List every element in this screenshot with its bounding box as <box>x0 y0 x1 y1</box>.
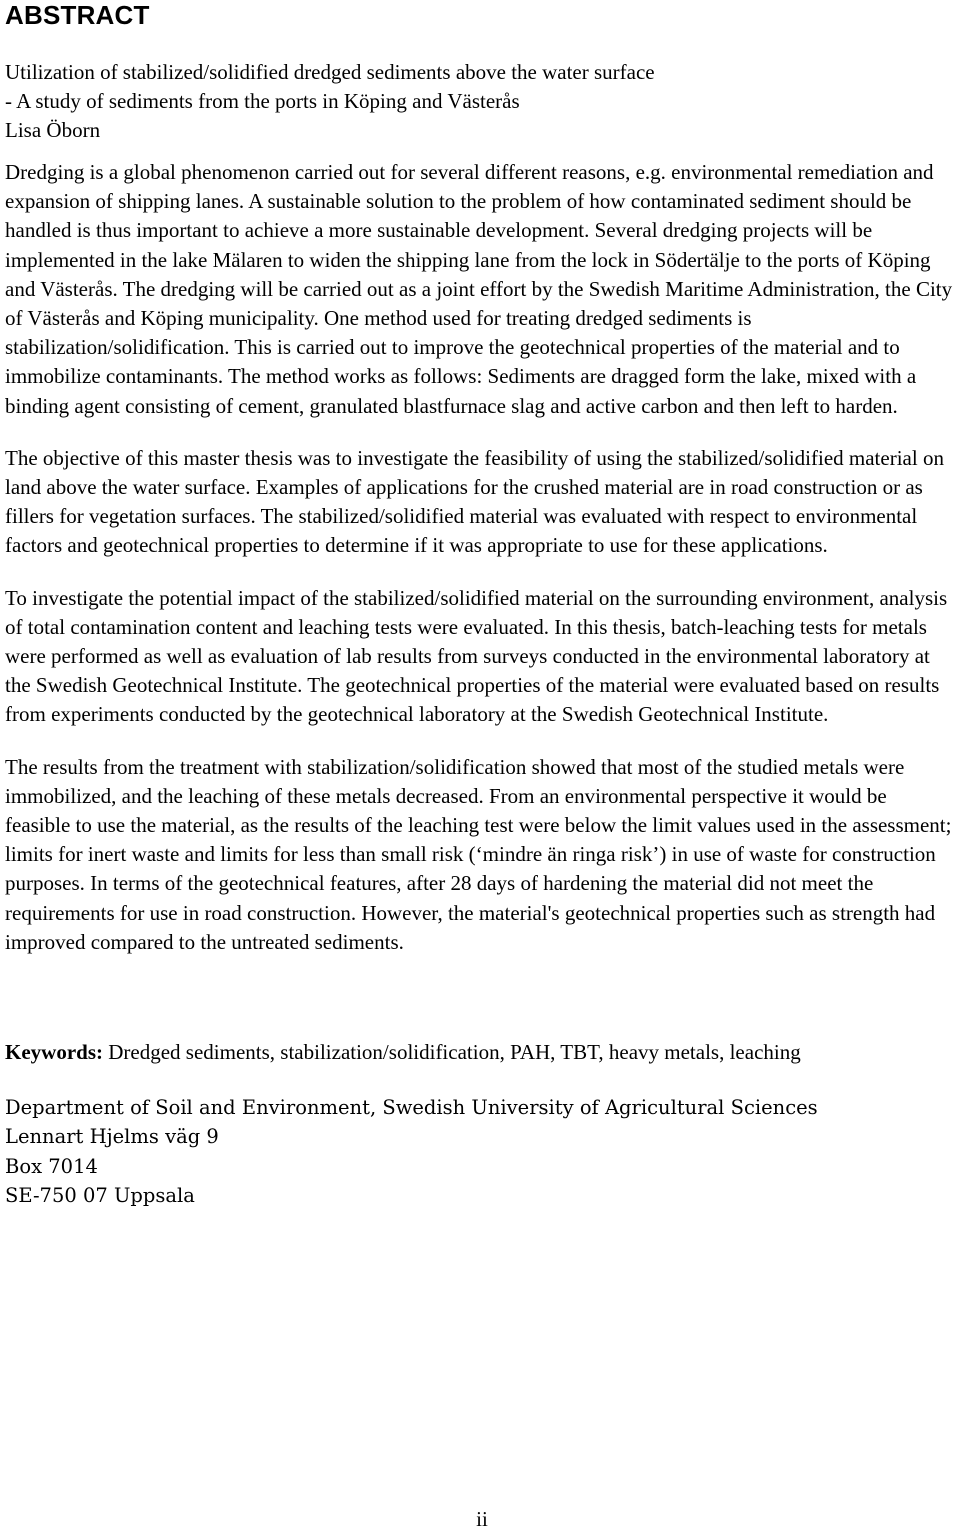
keywords-label: Keywords: <box>5 1040 103 1065</box>
abstract-paragraph-3: To investigate the potential impact of the stabilized/solidified material on the surrounding environment, analysis of total contamination content and leaching tests were evaluated. In this thesis, batch-leaching tests for metals were performed as well as evaluation of lab results from surveys conducted in the environmental laboratory at the Swedish Geotechnical Institute. The geotechnical properties of the material were evaluated based on results from experiments conducted by the geotechnical laboratory at the Swedish Geotechnical Institute. <box>5 585 948 727</box>
thesis-author: Lisa Öborn <box>5 118 101 142</box>
postal-code-city: SE-750 07 Uppsala <box>5 1184 195 1208</box>
abstract-paragraph-1: Dredging is a global phenomenon carried out for several different reasons, e.g. environmental remediation and expansion of shipping lanes. A sustainable solution to the problem of how contaminated sediment should be handled is thus important to achieve a more sustainable development. Several dredging projects will be implemented in the lake Mälaren to widen the shipping lane from the lock in Södertälje to the ports of Köping and Västerås. The dredging will be carried out as a joint effort by the Swedish Maritime Administration, the City of Västerås and Köping municipality. One method used for treating dredged sediments is stabilization/solidification. This is carried out to improve the geotechnical properties of the material and to immobilize contaminants. The method works as follows: Sediments are dragged form the lake, mixed with a binding agent consisting of cement, granulated blastfurnace slag and active carbon and then left to harden. <box>5 160 953 418</box>
postal-box: Box 7014 <box>5 1154 98 1178</box>
abstract-paragraph-2: The objective of this master thesis was to investigate the feasibility of using the stabilized/solidified material on land above the water surface. Examples of applications for the crushed material are in road construction or as fillers for vegetation surfaces. The stabilized/solidified material was evaluated with respect to environmental factors and geotechnical properties to determine if it was appropriate to use for these applications. <box>5 445 944 558</box>
street-address: Lennart Hjelms väg 9 <box>5 1125 219 1149</box>
keywords <box>5 1038 955 1068</box>
department-name: Department of Soil and Environment, Swedish University of Agricultural Sciences <box>5 1095 818 1119</box>
page-number <box>0 1506 960 1532</box>
keywords-text: Dredged sediments, stabilization/solidification, PAH, TBT, heavy metals, leaching <box>103 1040 801 1065</box>
document-page <box>5 0 955 1211</box>
abstract-heading: ABSTRACT <box>5 0 150 30</box>
thesis-title-block <box>5 58 955 145</box>
abstract-paragraph-4: The results from the treatment with stabilization/solidification showed that most of the studied metals were immobilized, and the leaching of these metals decreased. From an environmental perspective it would be feasible to use the material, as the results of the leaching test were below the limit values used in the assessment; limits for inert waste and limits for less than small risk (‘mindre än ringa risk’) in use of waste for construction purposes. In terms of the geotechnical features, after 28 days of hardening the material did not meet the requirements for use in road construction. However, the material's geotechnical properties such as strength had improved compared to the untreated sediments. <box>5 754 952 954</box>
thesis-title-line-2: - A study of sediments from the ports in Köping and Västerås <box>5 89 520 113</box>
thesis-title-line-1: Utilization of stabilized/solidified dredged sediments above the water surface <box>5 60 655 84</box>
department-address <box>5 1093 955 1211</box>
page-number-text: ii <box>476 1507 488 1531</box>
